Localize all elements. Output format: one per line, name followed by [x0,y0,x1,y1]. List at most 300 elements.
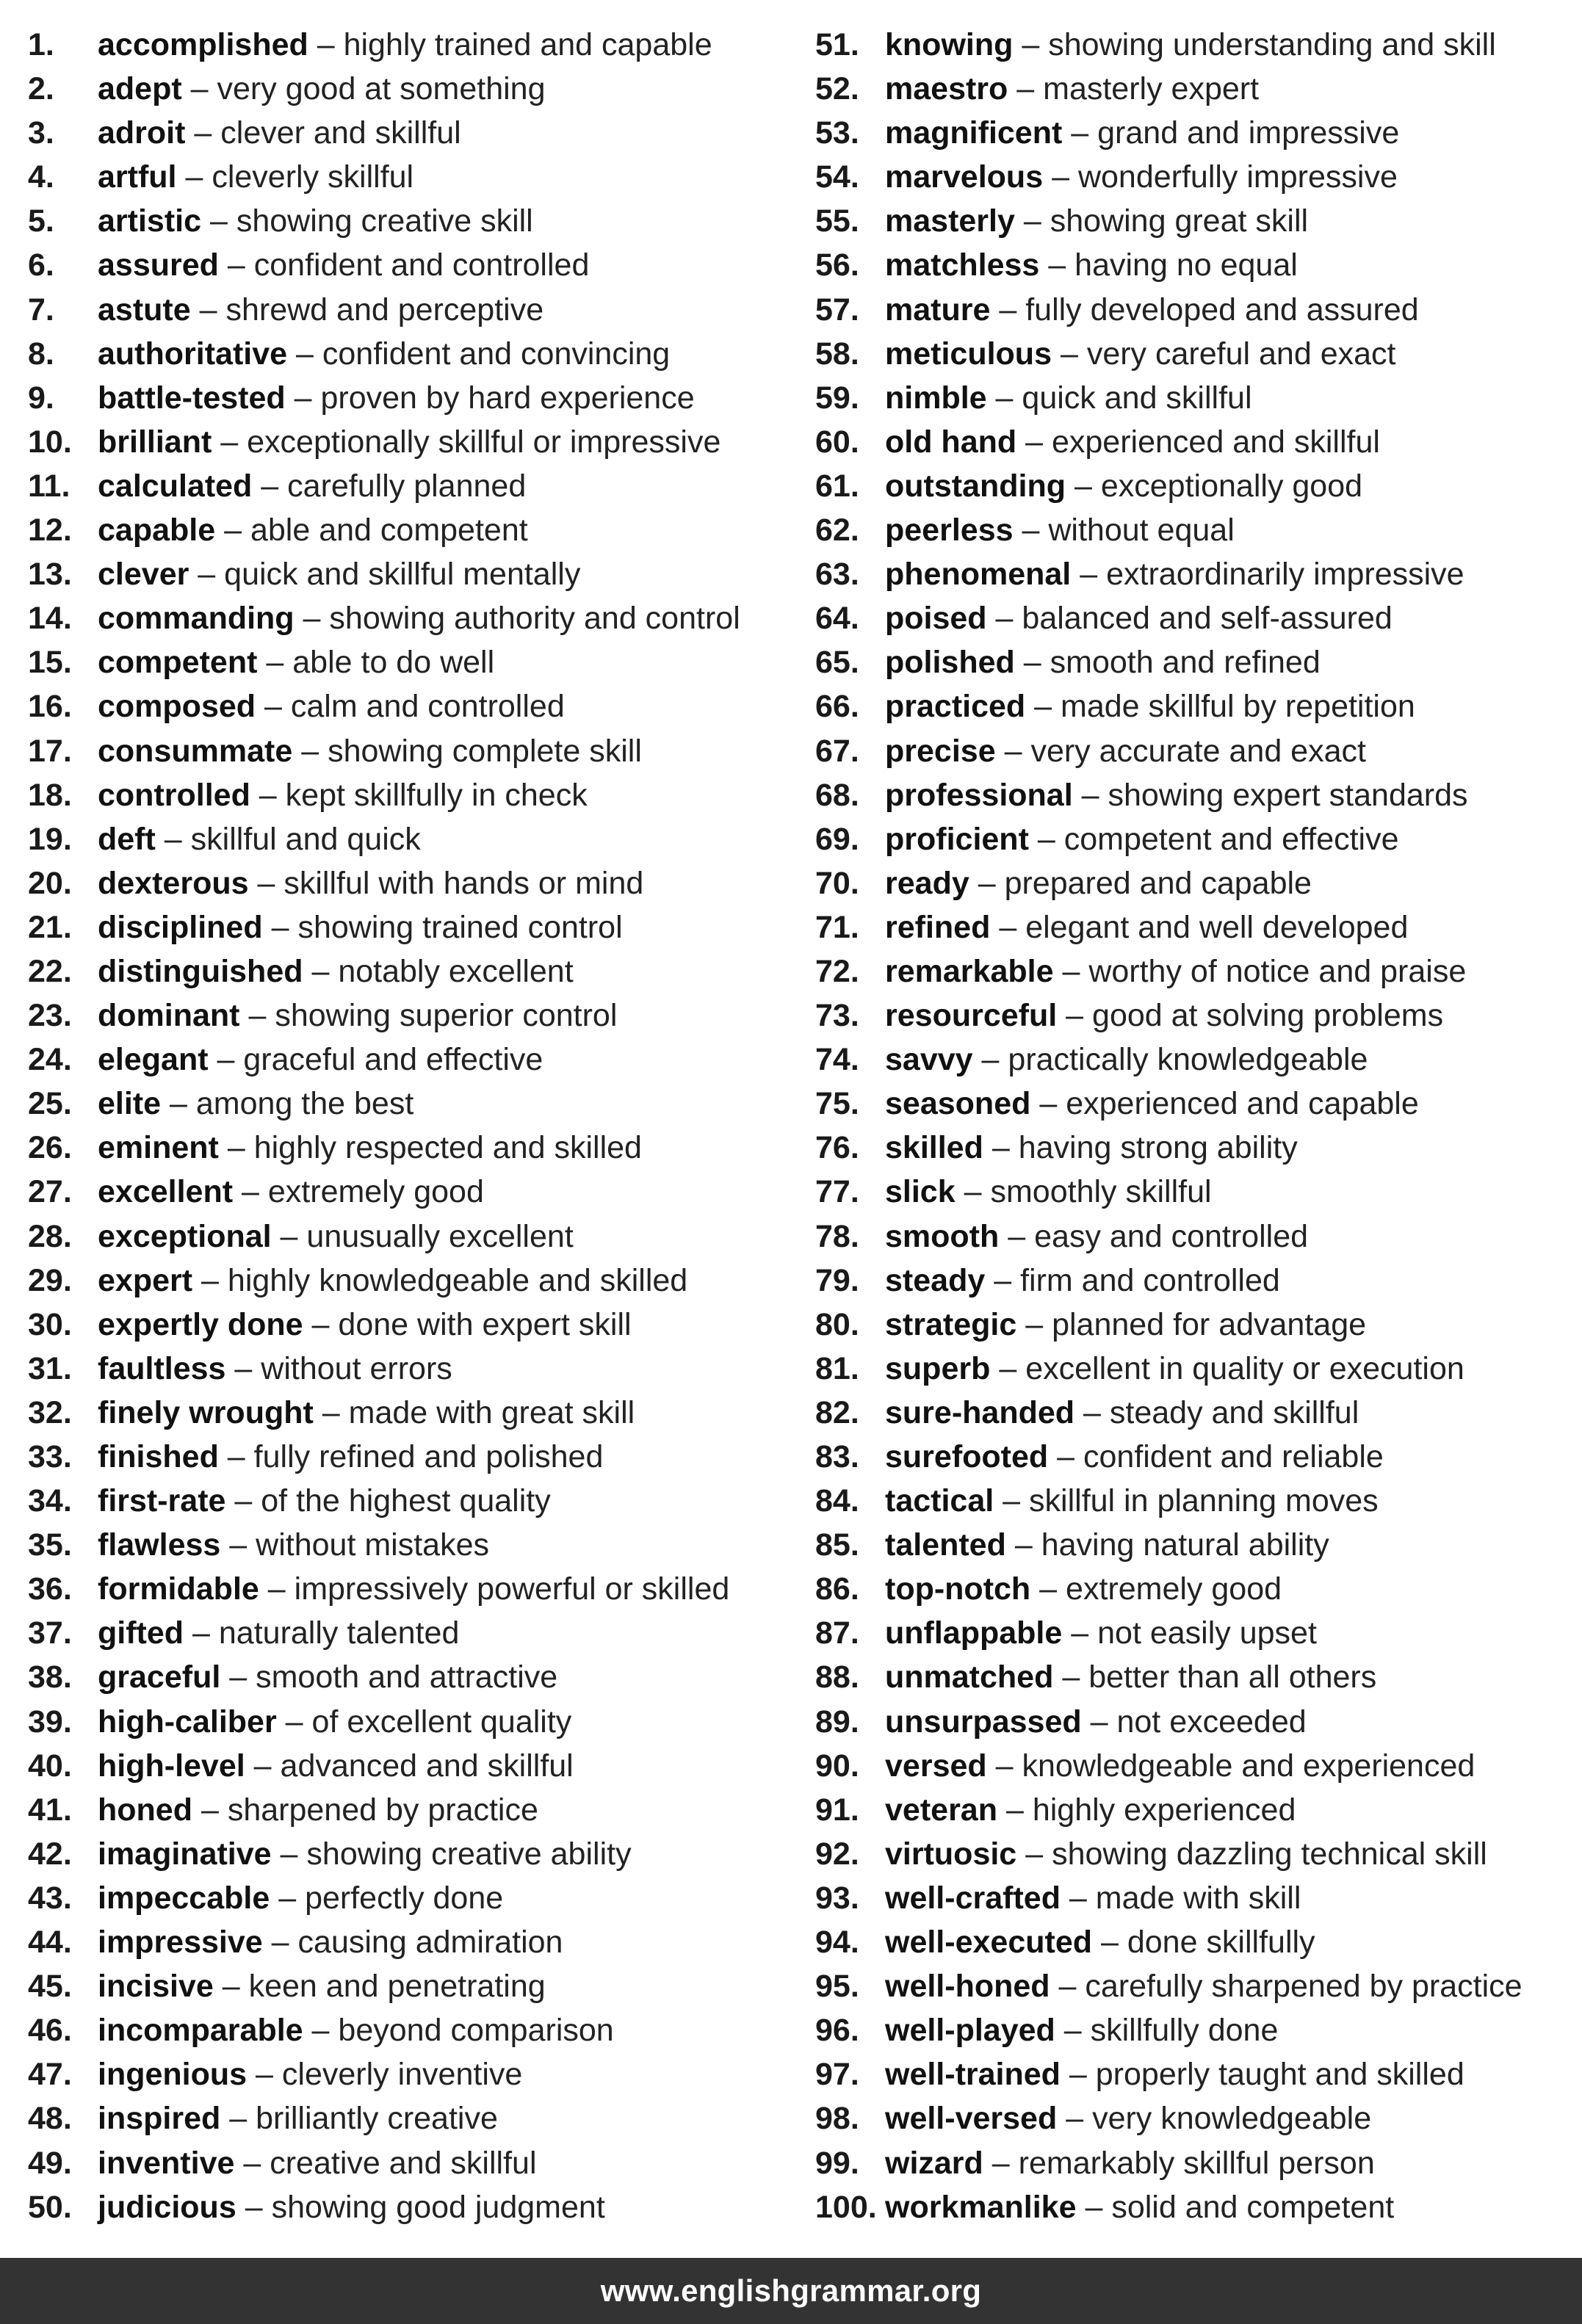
entry-definition: graceful and effective [243,1042,543,1078]
entry-definition: done with expert skill [338,1306,632,1342]
entry-number: 5. [28,203,54,239]
entry-term: graceful [98,1659,221,1695]
entry-number: 91. [815,1792,859,1828]
list-item [815,376,1582,420]
entry-term: high-caliber [98,1704,277,1740]
list-item [815,1920,1582,1964]
entry-term: practiced [885,689,1026,725]
entry-dash: – [999,909,1017,945]
entry-body [885,2096,1371,2140]
entry-term: peerless [885,513,1014,549]
entry-term: authoritative [98,336,288,372]
entry-term: first-rate [98,1483,226,1519]
entry-definition: balanced and self-assured [1022,601,1393,637]
entry-number: 14. [28,601,72,637]
entry-number: 90. [815,1748,859,1784]
entry-body [98,1435,603,1479]
entry-dash: – [1016,71,1035,107]
list-item [815,684,1582,728]
entry-number: 48. [28,2101,72,2137]
list-item [815,1038,1582,1082]
entry-term: talented [885,1527,1006,1563]
entry-number: 26. [28,1130,72,1166]
list-item [28,1259,806,1303]
entry-definition: made with skill [1095,1880,1301,1916]
entry-dash: – [234,1350,253,1386]
entry-definition: beyond comparison [338,2013,614,2049]
entry-dash: – [1062,953,1080,989]
entry-definition: firm and controlled [1020,1262,1280,1298]
entry-definition: skillful and quick [190,821,421,857]
entry-body [98,817,421,861]
entry-dash: – [1023,203,1041,239]
entry-dash: – [1063,2013,1082,2049]
entry-body [885,243,1298,287]
entry-term: commanding [98,601,295,637]
entry-body [885,949,1466,993]
entry-number: 42. [28,1836,72,1872]
list-item [815,508,1582,552]
entry-term: mature [885,292,991,327]
entry-number: 31. [28,1350,72,1386]
entry-body [885,376,1252,420]
entry-dash: – [978,865,996,901]
entry-number: 59. [815,380,859,416]
entry-dash: – [201,1792,219,1828]
entry-term: adroit [98,115,186,151]
entry-body [885,993,1443,1038]
entry-number: 36. [28,1571,72,1607]
entry-term: distinguished [98,953,303,989]
entry-number: 8. [28,336,54,372]
entry-body [98,552,580,596]
entry-number: 63. [815,557,859,593]
entry-definition: confident and controlled [253,247,590,283]
entry-dash: – [1100,1925,1119,1961]
entry-number: 54. [815,159,859,195]
entry-definition: solid and competent [1111,2189,1395,2225]
list-item [815,2008,1582,2052]
entry-dash: – [1052,159,1069,195]
entry-definition: of excellent quality [311,1704,572,1740]
entry-term: meticulous [885,336,1052,372]
list-item [815,1744,1582,1788]
entry-number: 77. [815,1174,859,1210]
entry-definition: keen and penetrating [248,1969,546,2005]
list-item [28,2185,806,2229]
entry-number: 1. [28,27,54,62]
footer-url[interactable]: www.englishgrammar.org [600,2273,982,2308]
entry-term: well-versed [885,2101,1058,2137]
entry-dash: – [981,1042,1000,1078]
list-item [28,111,806,155]
entry-dash: – [209,203,228,239]
entry-definition: perfectly done [305,1880,504,1916]
entry-body [98,1170,484,1214]
entry-number: 9. [28,380,54,416]
entry-term: astute [98,292,191,327]
entry-number: 27. [28,1174,72,1210]
entry-dash: – [992,2145,1010,2181]
entry-body [885,1038,1368,1082]
entry-body [885,1347,1464,1391]
list-item [28,1964,806,2008]
entry-definition: proven by hard experience [320,380,695,416]
list-item [28,155,806,199]
list-item [28,905,806,949]
entry-dash: – [1071,115,1089,151]
entry-term: precise [885,733,996,769]
entry-dash: – [194,115,212,151]
list-item [28,508,806,552]
entry-term: dexterous [98,865,249,901]
entry-term: adept [98,71,182,107]
entry-term: veteran [885,1792,997,1828]
entry-term: incomparable [98,2013,303,2049]
entry-dash: – [280,1218,298,1254]
entry-body [98,243,589,287]
list-item [815,1700,1582,1744]
entry-dash: – [280,1836,298,1872]
entry-definition: able to do well [292,645,495,681]
list-item [815,2096,1582,2140]
entry-term: well-crafted [885,1880,1061,1916]
list-item [815,1611,1582,1655]
entry-dash: – [1083,1394,1101,1430]
entry-number: 49. [28,2145,72,2181]
entry-dash: – [294,380,312,416]
entry-dash: – [227,1130,245,1166]
entry-number: 71. [815,909,859,945]
entry-body [885,23,1496,67]
entry-number: 73. [815,998,859,1034]
entry-body [98,1700,571,1744]
entry-number: 32. [28,1394,72,1430]
entry-term: seasoned [885,1086,1031,1122]
list-item [815,67,1582,111]
entry-dash: – [1081,777,1099,813]
entry-definition: very good at something [217,71,546,107]
entry-number: 61. [815,468,859,504]
list-item [815,1126,1582,1170]
entry-body [885,1876,1301,1920]
entry-number: 87. [815,1615,859,1651]
entry-definition: having strong ability [1018,1130,1298,1166]
entry-number: 70. [815,865,859,901]
list-item [815,1567,1582,1611]
entry-definition: quick and skillful mentally [224,557,581,593]
list-item [815,1964,1582,2008]
entry-definition: fully developed and assured [1025,292,1419,327]
entry-number: 10. [28,424,72,460]
entry-definition: extremely good [1066,1571,1282,1607]
entry-dash: – [999,292,1017,327]
entry-dash: – [311,953,330,989]
entry-term: poised [885,601,987,637]
entry-definition: shrewd and perceptive [225,292,544,327]
entry-dash: – [245,2189,263,2225]
entry-term: proficient [885,821,1029,857]
list-item [28,2141,806,2185]
entry-dash: – [164,821,182,857]
entry-term: old hand [885,424,1017,460]
entry-dash: – [322,1394,340,1430]
entry-dash: – [301,733,319,769]
entry-term: finished [98,1439,219,1474]
entry-number: 52. [815,71,859,107]
entry-dash: – [253,1748,272,1784]
entry-number: 97. [815,2057,859,2093]
entry-dash: – [192,1615,210,1651]
entry-body [98,1744,574,1788]
entry-number: 98. [815,2101,859,2137]
entry-term: virtuosic [885,1836,1017,1872]
entry-body [98,1876,503,1920]
entry-dash: – [994,1262,1012,1298]
entry-definition: made skillful by repetition [1061,689,1415,725]
list-item [28,288,806,332]
entry-term: artful [98,159,177,195]
entry-dash: – [1090,1704,1108,1740]
entry-number: 83. [815,1439,859,1474]
list-item [28,1215,806,1259]
entry-definition: able and competent [250,513,528,549]
entry-definition: better than all others [1088,1659,1377,1695]
entry-definition: calm and controlled [290,689,565,725]
entry-body [98,729,642,773]
entry-body [885,1611,1317,1655]
entry-number: 95. [815,1969,859,2005]
entry-number: 6. [28,247,54,283]
entry-definition: skillful with hands or mind [283,865,644,901]
entry-definition: good at solving problems [1092,998,1444,1034]
entry-definition: showing complete skill [328,733,642,769]
entry-body [885,2008,1278,2052]
entry-term: skilled [885,1130,983,1166]
entry-number: 93. [815,1880,859,1916]
list-item [28,1170,806,1214]
entry-term: superb [885,1350,991,1386]
entry-term: impeccable [98,1880,270,1916]
entry-number: 100. [815,2189,877,2225]
entry-body [98,1479,551,1523]
entry-body [98,993,617,1038]
entry-dash: – [1022,513,1040,549]
entry-number: 89. [815,1704,859,1740]
entry-term: elegant [98,1042,209,1078]
list-item [815,2185,1582,2229]
entry-dash: – [995,380,1014,416]
entry-number: 64. [815,601,859,637]
entry-term: savvy [885,1042,973,1078]
entry-body [98,1391,635,1435]
entry-dash: – [217,1042,235,1078]
entry-dash: – [227,247,245,283]
list-item [28,23,806,67]
entry-dash: – [1008,1218,1026,1254]
entry-definition: worthy of notice and praise [1088,953,1467,989]
entry-term: well-executed [885,1925,1092,1961]
entry-dash: – [1022,27,1040,62]
entry-body [98,199,533,243]
entry-term: phenomenal [885,557,1072,593]
entry-body [98,67,546,111]
entry-number: 25. [28,1086,72,1122]
entry-number: 67. [815,733,859,769]
entry-definition: cleverly inventive [281,2057,523,2093]
entry-term: sure-handed [885,1394,1075,1430]
entry-definition: elegant and well developed [1025,909,1409,945]
entry-body [885,1082,1419,1126]
list-item [815,949,1582,993]
entry-number: 75. [815,1086,859,1122]
entry-term: unflappable [885,1615,1063,1651]
entry-term: well-trained [885,2057,1061,2093]
entry-body [885,1126,1298,1170]
entry-body [885,596,1393,640]
list-item [28,773,806,817]
entry-dash: – [1023,645,1041,681]
list-item [28,1700,806,1744]
entry-term: outstanding [885,468,1066,504]
list-item [28,1876,806,1920]
entry-definition: experienced and capable [1066,1086,1419,1122]
entry-body [885,773,1468,817]
entry-dash: – [256,2057,273,2093]
entry-body [885,729,1366,773]
list-item [815,1523,1582,1567]
entry-number: 12. [28,513,72,549]
entry-dash: – [992,1130,1010,1166]
entry-term: gifted [98,1615,184,1651]
list-item [815,993,1582,1038]
list-item [28,596,806,640]
entry-dash: – [229,1527,248,1563]
entry-body [98,2096,498,2140]
entry-number: 39. [28,1704,72,1740]
entry-definition: prepared and capable [1004,865,1312,901]
entry-definition: smooth and attractive [256,1659,558,1695]
entry-number: 37. [28,1615,72,1651]
entry-dash: – [303,601,321,637]
entry-definition: naturally talented [218,1615,460,1651]
list-item [28,1655,806,1699]
entry-term: eminent [98,1130,219,1166]
entry-dash: – [1080,557,1098,593]
entry-term: slick [885,1174,956,1210]
entry-term: ready [885,865,969,901]
entry-definition: notably excellent [338,953,574,989]
list-item [28,2008,806,2052]
entry-term: controlled [98,777,250,813]
entry-dash: – [964,1174,982,1210]
entry-definition: done skillfully [1127,1925,1315,1961]
entry-body [885,817,1399,861]
entry-dash: – [242,1174,259,1210]
entry-definition: made with great skill [348,1394,635,1430]
entry-body [885,552,1464,596]
entry-body [98,640,494,684]
list-item [815,23,1582,67]
entry-definition: smoothly skillful [990,1174,1212,1210]
entry-dash: – [229,1659,248,1695]
entry-number: 94. [815,1925,859,1961]
entry-body [98,773,588,817]
entry-definition: cleverly skillful [212,159,414,195]
list-item [815,243,1582,287]
entry-number: 62. [815,513,859,549]
entry-definition: exceptionally good [1100,468,1363,504]
entry-term: battle-tested [98,380,286,416]
entry-definition: carefully planned [287,468,527,504]
entry-term: accomplished [98,27,308,62]
entry-term: surefooted [885,1439,1049,1474]
entry-term: workmanlike [885,2189,1077,2225]
entry-definition: creative and skillful [270,2145,537,2181]
entry-body [885,332,1396,376]
entry-body [885,2141,1375,2185]
entry-dash: – [1003,1483,1021,1519]
word-list-column-left [28,23,806,2229]
entry-definition: planned for advantage [1052,1306,1367,1342]
entry-definition: showing great skill [1050,203,1309,239]
list-item [815,464,1582,508]
entry-number: 3. [28,115,54,151]
entry-body [885,111,1399,155]
entry-body [98,2141,537,2185]
entry-definition: properly taught and skilled [1095,2057,1464,2093]
list-item [28,2096,806,2140]
entry-definition: very accurate and exact [1030,733,1366,769]
entry-definition: showing creative ability [306,1836,632,1872]
list-item [28,552,806,596]
entry-dash: – [1066,998,1084,1034]
entry-definition: showing authority and control [329,601,740,637]
entry-dash: – [267,1571,286,1607]
entry-term: honed [98,1792,192,1828]
list-item [28,420,806,464]
entry-definition: grand and impressive [1097,115,1400,151]
entry-dash: – [1039,1086,1058,1122]
list-item [815,1259,1582,1303]
list-item [28,1567,806,1611]
entry-number: 11. [28,468,71,504]
entry-number: 80. [815,1306,859,1342]
entry-dash: – [185,159,203,195]
entry-dash: – [1066,2101,1084,2137]
entry-number: 33. [28,1439,72,1474]
entry-term: well-honed [885,1969,1050,2005]
entry-term: brilliant [98,424,212,460]
entry-term: resourceful [885,998,1058,1034]
entry-body [98,23,712,67]
entry-number: 20. [28,865,72,901]
entry-body [98,1832,632,1876]
entry-definition: showing good judgment [271,2189,605,2225]
entry-dash: – [278,1880,297,1916]
entry-definition: exceptionally skillful or impressive [247,424,721,460]
entry-term: artistic [98,203,202,239]
entry-dash: – [220,424,239,460]
entry-number: 76. [815,1130,859,1166]
entry-body [885,1920,1315,1964]
entry-dash: – [1060,336,1078,372]
list-item [28,332,806,376]
entry-number: 96. [815,2013,859,2049]
entry-number: 88. [815,1659,859,1695]
entry-definition: causing admiration [297,1925,563,1961]
list-item [28,1435,806,1479]
